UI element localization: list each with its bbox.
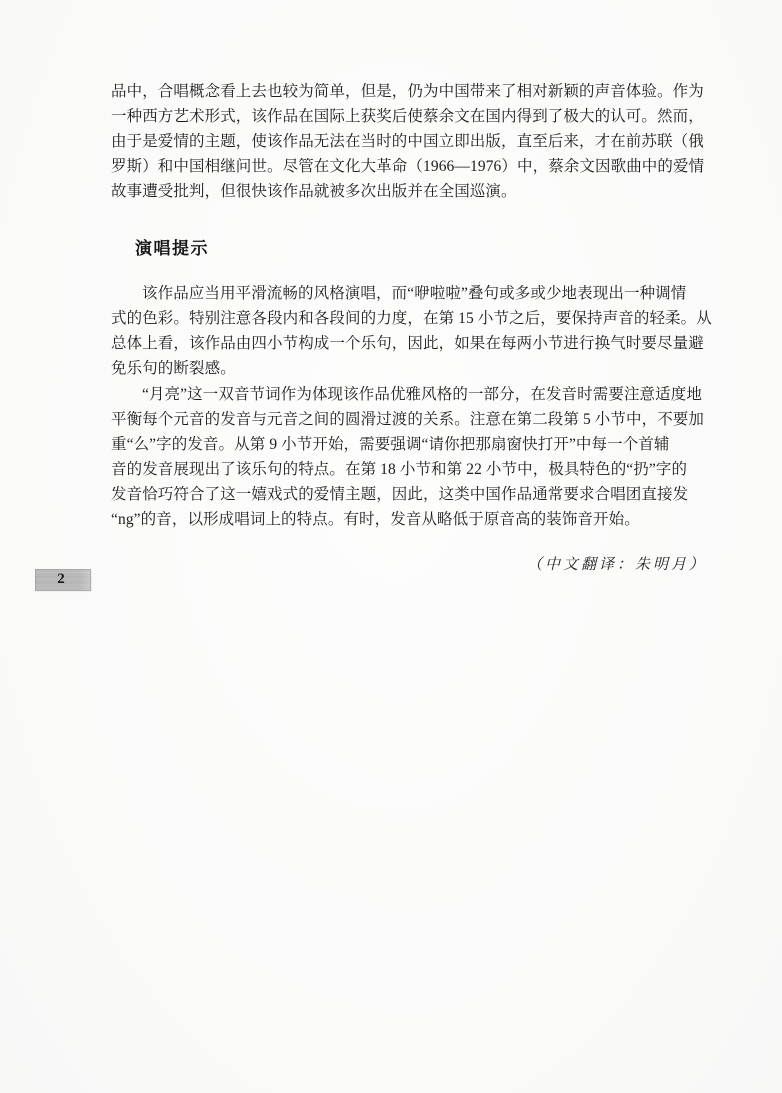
performance-notes-paragraph bbox=[111, 281, 712, 381]
pronunciation-paragraph bbox=[111, 382, 707, 532]
body-line: 发音恰巧符合了这一嬉戏式的爱情主题，因此，这类中国作品通常要求合唱团直接发 bbox=[111, 486, 689, 503]
body-line: 式的色彩。特别注意各段内和各段间的力度，在第 15 小节之后，要保持声音的轻柔。从 bbox=[111, 310, 712, 327]
continuation-paragraph bbox=[111, 79, 707, 204]
body-line: 平衡每个元音的发音与元音之间的圆滑过渡的关系。注意在第二段第 5 小节中，不要加 bbox=[111, 411, 705, 428]
body-line: 总体上看，该作品由四小节构成一个乐句，因此，如果在每两小节进行换气时要尽量避 bbox=[111, 335, 704, 352]
body-line: “ng”的音，以形成唱词上的特点。有时，发音从略低于原音高的装饰音开始。 bbox=[111, 511, 640, 528]
body-line: 故事遭受批判，但很快该作品就被多次出版并在全国巡演。 bbox=[111, 183, 517, 200]
body-line: 品中，合唱概念看上去也较为简单，但是，仍为中国带来了相对新颖的声音体验。作为 bbox=[111, 83, 704, 100]
page-number: 2 bbox=[57, 570, 65, 587]
body-line: 音的发音展现出了该乐句的特点。在第 18 小节和第 22 小节中，极具特色的“扔”字的 bbox=[111, 461, 688, 478]
body-line: 该作品应当用平滑流畅的风格演唱，而“咿啦啦”叠句或多或少地表现出一种调情 bbox=[142, 285, 687, 302]
section-heading: 演唱提示 bbox=[135, 239, 209, 258]
translator-credit: （中文翻译：朱明月） bbox=[526, 557, 707, 573]
body-line: 一种西方艺术形式，该作品在国际上获奖后使蔡余文在国内得到了极大的认可。然而， bbox=[111, 108, 704, 125]
body-line: 由于是爱情的主题，使该作品无法在当时的中国立即出版，直至后来，才在前苏联（俄 bbox=[111, 133, 704, 150]
body-line: “月亮”这一双音节词作为体现该作品优雅风格的一部分，在发音时需要注意适度地 bbox=[142, 386, 702, 403]
page-number-box bbox=[35, 569, 91, 591]
body-line: 重“么”字的发音。从第 9 小节开始，需要强调“请你把那扇窗快打开”中每一个首辅 bbox=[111, 436, 670, 453]
body-line: 罗斯）和中国相继问世。尽管在文化大革命（1966—1976）中，蔡余文因歌曲中的爱情 bbox=[111, 158, 705, 175]
body-line: 免乐句的断裂感。 bbox=[111, 360, 236, 377]
